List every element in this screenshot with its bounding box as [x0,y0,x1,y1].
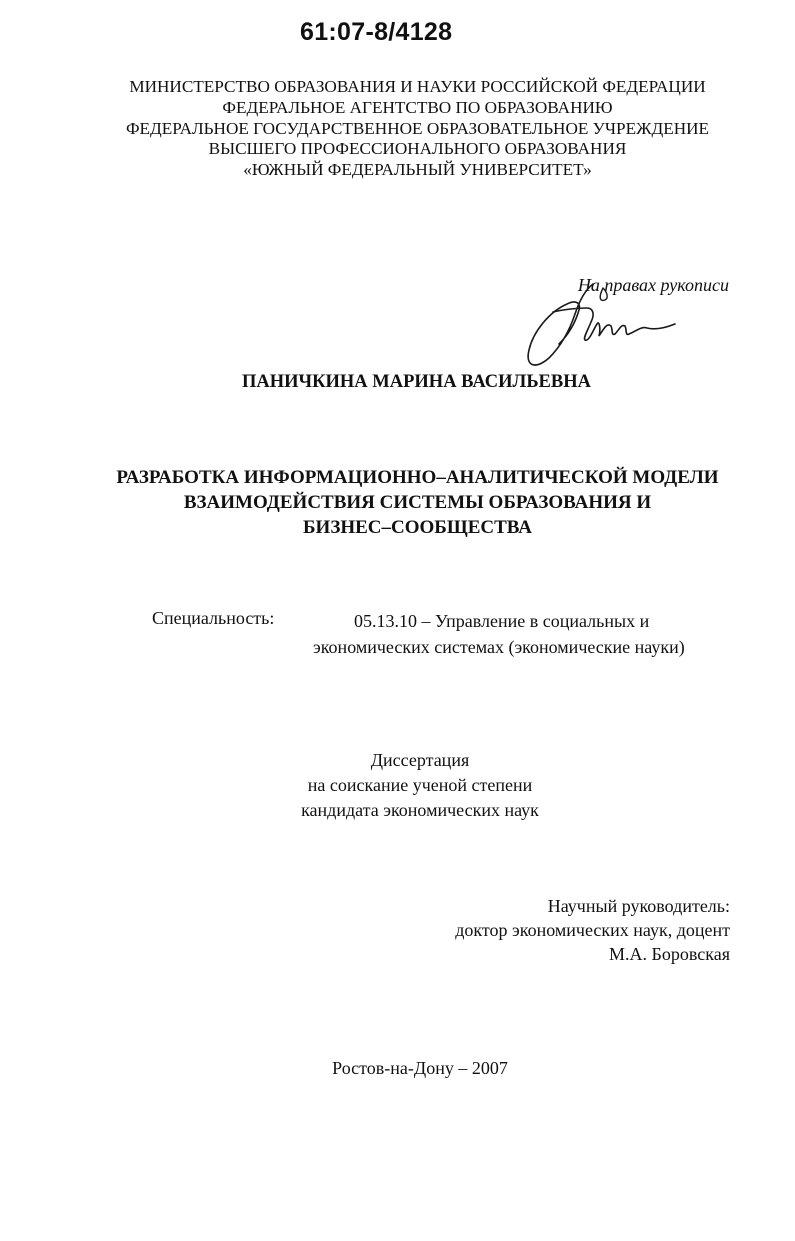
degree-statement [220,748,620,823]
supervisor-line: Научный руководитель: [547,896,730,916]
header-line: ВЫСШЕГО ПРОФЕССИОНАЛЬНОГО ОБРАЗОВАНИЯ [208,139,627,159]
supervisor-line: доктор экономических наук, доцент [455,920,730,940]
supervisor-line: М.А. Боровская [609,944,730,964]
header-line: ФЕДЕРАЛЬНОЕ АГЕНТСТВО ПО ОБРАЗОВАНИЮ [222,97,613,117]
degree-line: кандидата экономических наук [301,800,539,820]
manuscript-note: На правах рукописи [577,275,729,295]
title-line: БИЗНЕС–СООБЩЕСТВА [302,517,532,538]
institution-header [60,77,775,181]
specialty-line: 05.13.10 – Управление в социальных и [354,611,650,631]
dissertation-title [60,465,775,540]
title-line: ВЗАИМОДЕЙСТВИЯ СИСТЕМЫ ОБРАЗОВАНИЯ И [183,492,652,513]
author-name: ПАНИЧКИНА МАРИНА ВАСИЛЬЕВНА [242,372,591,392]
place-and-year: Ростов-на-Дону – 2007 [332,1058,508,1078]
degree-line: на соискание ученой степени [307,775,533,795]
specialty-value [313,608,685,660]
degree-line: Диссертация [370,750,470,770]
specialty-line: экономических системах (экономические науки) [313,637,685,657]
supervisor-block [455,894,730,966]
header-line: МИНИСТЕРСТВО ОБРАЗОВАНИЯ И НАУКИ РОССИЙСКОЙ ФЕДЕРАЦИИ [129,77,706,96]
header-line: «ЮЖНЫЙ ФЕДЕРАЛЬНЫЙ УНИВЕРСИТЕТ» [243,160,592,180]
archive-code: 61:07-8/4128 [300,18,453,46]
specialty-label: Специальность: [152,608,275,628]
title-line: РАЗРАБОТКА ИНФОРМАЦИОННО–АНАЛИТИЧЕСКОЙ МОДЕЛИ [116,467,719,488]
header-line: ФЕДЕРАЛЬНОЕ ГОСУДАРСТВЕННОЕ ОБРАЗОВАТЕЛЬНОЕ УЧРЕЖДЕНИЕ [125,118,710,138]
